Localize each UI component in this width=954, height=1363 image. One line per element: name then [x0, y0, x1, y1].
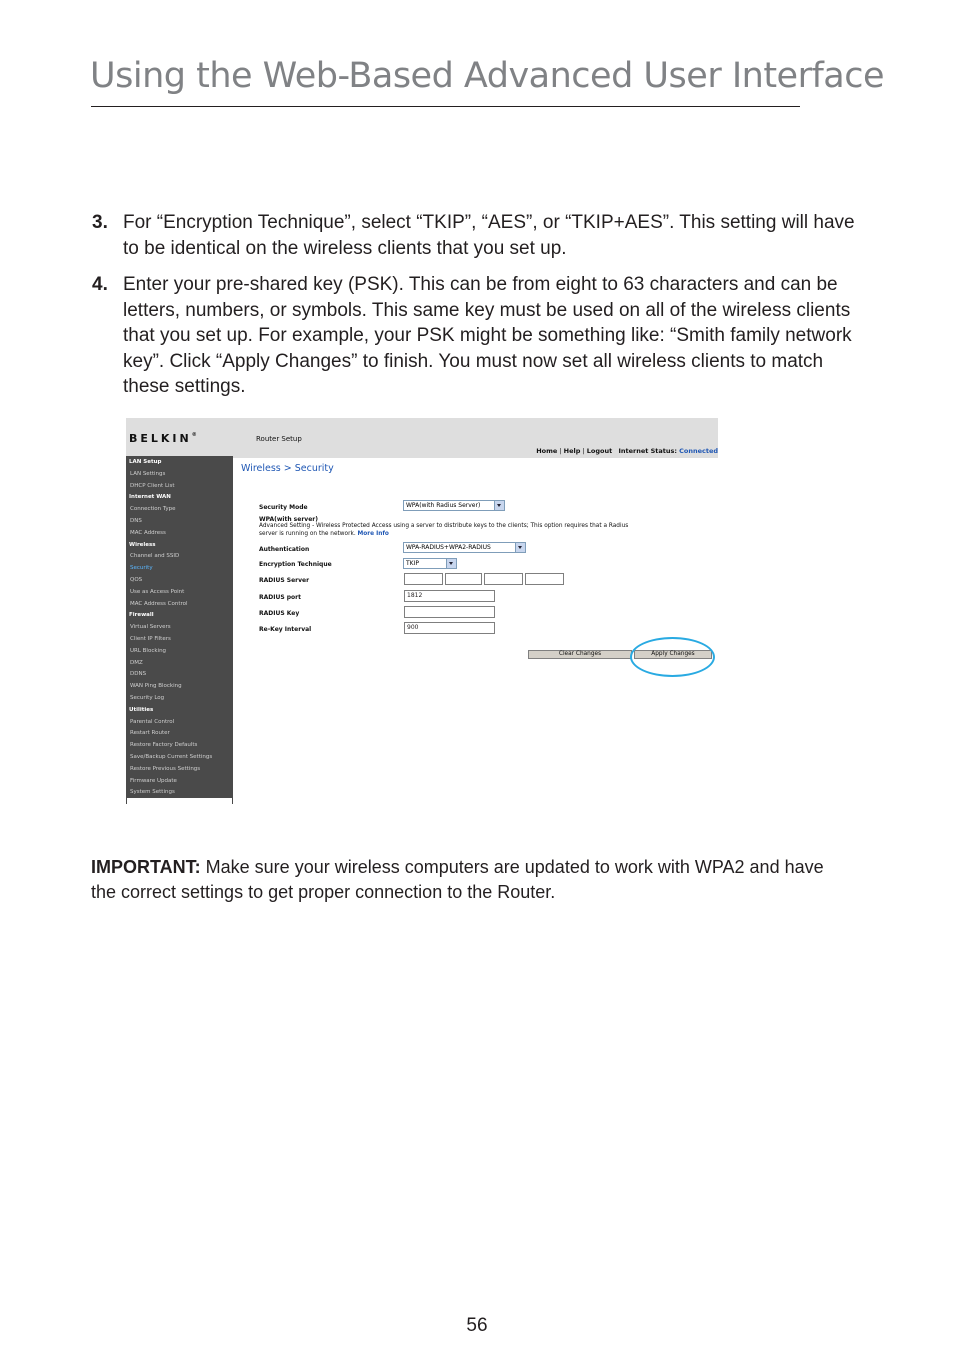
authentication-label: Authentication	[259, 546, 310, 553]
page-number: 56	[466, 1315, 488, 1336]
authentication-select[interactable]: WPA-RADIUS+WPA2-RADIUS	[403, 542, 526, 553]
belkin-logo: BELKIN®	[129, 432, 197, 445]
home-link[interactable]: Home	[536, 447, 558, 455]
sidebar-item[interactable]: QOS	[130, 577, 143, 583]
radius-key-label: RADIUS Key	[259, 610, 300, 617]
sidebar-item[interactable]: Client IP Filters	[130, 636, 171, 642]
content-title: Wireless > Security	[241, 463, 334, 474]
sidebar-item[interactable]: DMZ	[130, 659, 143, 666]
chevron-down-icon	[515, 543, 525, 552]
wpa-description: Advanced Setting - Wireless Protected Access using a server to distribute keys to the clients; This option requires that a Radius server is running on the network. More Info	[259, 523, 629, 537]
step-3	[92, 210, 872, 261]
sidebar-item[interactable]: Virtual Servers	[130, 624, 171, 631]
apply-changes-highlight-circle	[630, 637, 715, 677]
sidebar-item[interactable]: Channel and SSID	[130, 553, 180, 560]
rekey-interval-label: Re-Key Interval	[259, 626, 312, 633]
page-title: Using the Web-Based Advanced User Interface	[90, 56, 885, 96]
radius-server-label: RADIUS Server	[259, 577, 310, 584]
step-number: 3.	[92, 212, 108, 233]
sidebar-item[interactable]: Firmware Update	[130, 777, 177, 784]
sidebar-item[interactable]: URL Blocking	[130, 647, 167, 654]
rekey-interval-input[interactable]: 900	[404, 622, 495, 634]
step-4	[92, 272, 872, 400]
radius-server-octet-1[interactable]	[404, 573, 443, 585]
important-label: IMPORTANT:	[91, 857, 201, 877]
step-text: Enter your pre-shared key (PSK). This can be from eight to 63 characters and can be letters, numbers, or symbols. This same key must be used on all of the wireless clients that you set up. For example, your PSK might be something like: “Smith family network key”. Click “Apply Changes” to finish. You must now set all wireless clients to match these settings.	[123, 274, 852, 397]
internet-status-label: Internet Status:	[618, 447, 677, 455]
top-links: Home | Help | Logout Internet Status: Connected	[536, 447, 718, 455]
important-note	[91, 855, 851, 905]
security-mode-select[interactable]: WPA(with Radius Server)	[403, 500, 505, 511]
sidebar-item[interactable]: DDNS	[130, 671, 147, 678]
sidebar-item[interactable]: Save/Backup Current Settings	[130, 754, 213, 760]
sidebar-item[interactable]: LAN Settings	[130, 470, 166, 477]
sidebar-section-heading: LAN Setup	[129, 459, 162, 465]
title-rule	[91, 106, 800, 107]
logout-link[interactable]: Logout	[586, 447, 613, 455]
encryption-technique-label: Encryption Technique	[259, 561, 332, 568]
sidebar-item[interactable]: DNS	[130, 518, 142, 524]
sidebar-item[interactable]: Security	[130, 565, 153, 572]
router-header	[126, 418, 718, 458]
radius-port-input[interactable]: 1812	[404, 590, 495, 602]
apply-changes-button[interactable]: Apply Changes	[634, 650, 712, 659]
important-text: Make sure your wireless computers are updated to work with WPA2 and have the correct settings to get proper connection to the Router.	[91, 857, 824, 902]
sidebar-section-heading: Firewall	[129, 612, 154, 619]
sidebar-section-heading: Utilities	[129, 706, 154, 713]
sidebar-item[interactable]: System Settings	[130, 789, 175, 796]
step-text: For “Encryption Technique”, select “TKIP”, “AES”, or “TKIP+AES”. This setting will have to be identical on the wireless clients that you set up.	[123, 212, 855, 259]
sidebar-item[interactable]: Restore Previous Settings	[130, 765, 201, 772]
radius-port-label: RADIUS port	[259, 594, 302, 601]
radius-server-octet-3[interactable]	[484, 573, 523, 585]
sidebar-item[interactable]: MAC Address Control	[130, 600, 188, 607]
encryption-technique-select[interactable]: TKIP	[403, 558, 457, 569]
internet-status-value: Connected	[679, 447, 718, 455]
sidebar-item[interactable]: Parental Control	[130, 718, 175, 725]
sidebar-item[interactable]: WAN Ping Blocking	[130, 683, 182, 690]
step-number: 4.	[92, 274, 108, 295]
sidebar-item[interactable]: Restore Factory Defaults	[130, 742, 198, 749]
chevron-down-icon	[494, 501, 504, 510]
sidebar-item[interactable]: Connection Type	[130, 506, 176, 513]
wpa-heading: WPA(with server)	[259, 516, 318, 523]
sidebar-nav	[126, 456, 233, 804]
security-mode-label: Security Mode	[259, 504, 308, 511]
radius-server-octet-2[interactable]	[445, 573, 482, 585]
sidebar-item[interactable]: DHCP Client List	[130, 482, 175, 489]
sidebar-item[interactable]: Restart Router	[130, 730, 170, 737]
router-setup-title: Router Setup	[256, 435, 302, 443]
clear-changes-button[interactable]: Clear Changes	[528, 650, 632, 659]
router-screenshot	[126, 418, 718, 804]
more-info-link[interactable]: More Info	[357, 530, 389, 537]
sidebar-footer	[126, 798, 233, 804]
radius-key-input[interactable]	[404, 606, 495, 618]
sidebar-item[interactable]: Use as Access Point	[130, 588, 185, 595]
help-link[interactable]: Help	[563, 447, 581, 455]
sidebar-item[interactable]: Security Log	[130, 695, 165, 701]
sidebar-section-heading: Wireless	[129, 541, 156, 548]
sidebar-item[interactable]: MAC Address	[130, 529, 166, 536]
sidebar-section-heading: Internet WAN	[129, 494, 171, 501]
radius-server-octet-4[interactable]	[525, 573, 564, 585]
chevron-down-icon	[446, 559, 456, 568]
